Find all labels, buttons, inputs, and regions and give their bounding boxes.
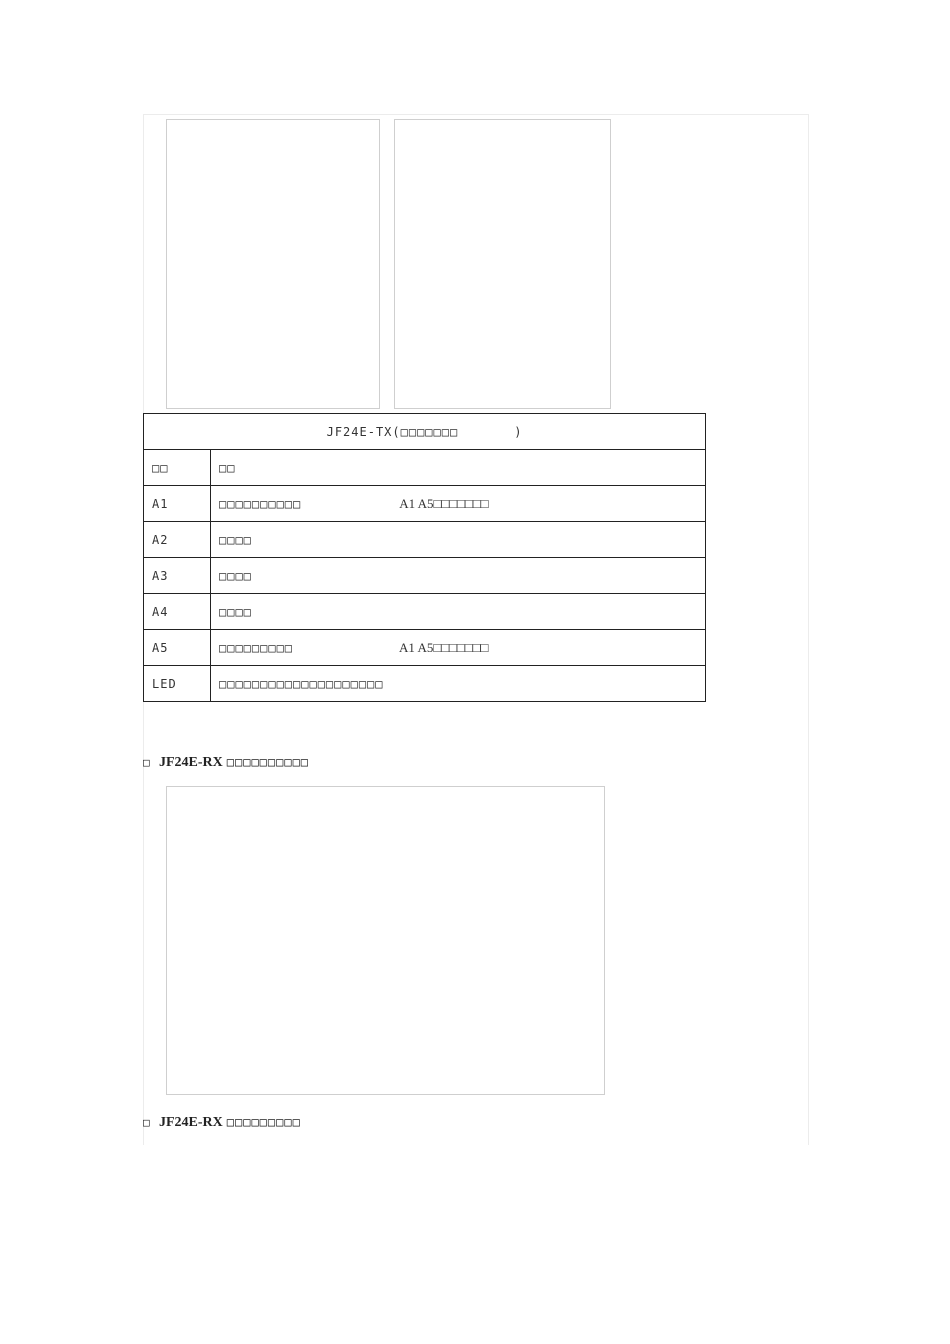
desc-cell bbox=[211, 486, 706, 522]
pin-cell: A2 bbox=[144, 522, 211, 558]
pin-description-table bbox=[143, 413, 706, 702]
table-caption-row bbox=[144, 414, 706, 450]
section-heading bbox=[143, 1114, 301, 1131]
pin-cell: A5 bbox=[144, 630, 211, 666]
figure-image bbox=[166, 786, 605, 1095]
table-row bbox=[144, 558, 706, 594]
table-row bbox=[144, 666, 706, 702]
table-row bbox=[144, 594, 706, 630]
note-text: A1 A5□□□□□□□ bbox=[399, 495, 489, 511]
model-name: JF24E-RX bbox=[159, 755, 223, 770]
bullet-icon: □ bbox=[143, 1116, 150, 1129]
table-row bbox=[144, 630, 706, 666]
pin-cell: A3 bbox=[144, 558, 211, 594]
desc-text: □□□□□□□□□□ bbox=[219, 496, 302, 511]
desc-cell: □□□□□□□□□□□□□□□□□□□□ bbox=[211, 666, 706, 702]
pin-cell: LED bbox=[144, 666, 211, 702]
figure-image bbox=[166, 119, 380, 409]
desc-text: □□□□□□□□□ bbox=[219, 640, 294, 655]
table-caption bbox=[144, 414, 706, 450]
desc-cell: □□□□ bbox=[211, 522, 706, 558]
caption-close: ) bbox=[514, 424, 523, 439]
header-cell: □□ bbox=[144, 450, 211, 486]
header-cell: □□ bbox=[211, 450, 706, 486]
model-name: JF24E-RX bbox=[159, 1115, 223, 1130]
figure-image bbox=[394, 119, 611, 409]
desc-cell: □□□□ bbox=[211, 594, 706, 630]
desc-cell bbox=[211, 630, 706, 666]
table-header-row bbox=[144, 450, 706, 486]
heading-text: □□□□□□□□□ bbox=[226, 1115, 301, 1129]
table-row bbox=[144, 486, 706, 522]
bullet-icon: □ bbox=[143, 756, 150, 769]
caption-text: JF24E-TX(□□□□□□□ bbox=[326, 424, 459, 439]
pin-cell: A4 bbox=[144, 594, 211, 630]
table-row bbox=[144, 522, 706, 558]
pin-cell: A1 bbox=[144, 486, 211, 522]
section-heading bbox=[143, 754, 309, 771]
heading-text: □□□□□□□□□□ bbox=[226, 755, 310, 769]
desc-cell: □□□□ bbox=[211, 558, 706, 594]
note-text: A1 A5□□□□□□□ bbox=[399, 639, 489, 655]
